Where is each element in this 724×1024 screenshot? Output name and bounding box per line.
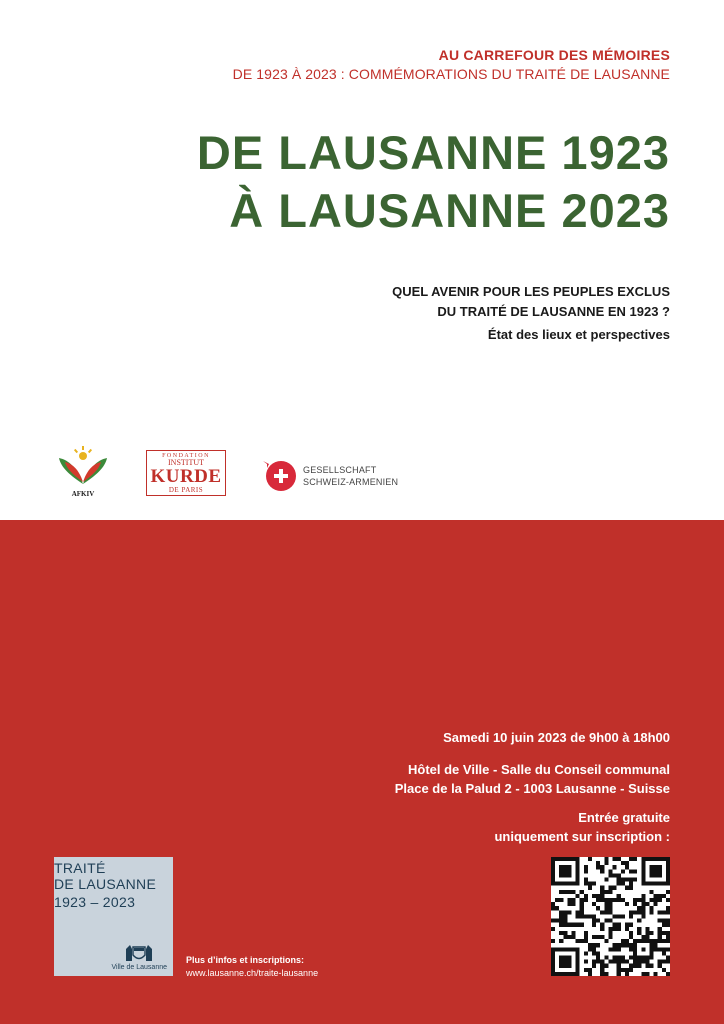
question-heading bbox=[392, 282, 670, 322]
afkiv-label: AFKIV bbox=[71, 490, 95, 498]
venue-line-2: Place de la Palud 2 - 1003 Lausanne - Suisse bbox=[394, 781, 670, 796]
entry-line-2: uniquement sur inscription : bbox=[494, 829, 670, 844]
gsa-line-1: GESELLSCHAFT bbox=[303, 465, 377, 475]
kicker-title: AU CARREFOUR DES MÉMOIRES bbox=[438, 47, 670, 63]
question-line-2: DU TRAITÉ DE LAUSANNE EN 1923 ? bbox=[437, 304, 670, 319]
more-info-url[interactable]: www.lausanne.ch/traite-lausanne bbox=[186, 968, 319, 978]
registration-qr-code[interactable] bbox=[551, 857, 670, 976]
headline-line-1: DE LAUSANNE 1923 bbox=[196, 126, 670, 179]
badge-city-label: Ville de Lausanne bbox=[111, 964, 167, 971]
badge-title-line-1: TRAITÉ bbox=[54, 860, 106, 876]
badge-years: 1923 – 2023 bbox=[54, 894, 136, 910]
question-line-1: QUEL AVENIR POUR LES PEUPLES EXCLUS bbox=[392, 284, 670, 299]
badge-title-line-2: DE LAUSANNE bbox=[54, 876, 157, 892]
event-venue bbox=[395, 760, 670, 798]
lausanne-crest-icon bbox=[122, 941, 156, 963]
badge-title bbox=[54, 860, 156, 892]
swiss-cross-icon bbox=[261, 458, 299, 492]
entry-line-1: Entrée gratuite bbox=[578, 810, 670, 825]
more-info-block bbox=[186, 954, 318, 980]
qr-code-icon bbox=[551, 857, 670, 976]
venue-line-1: Hôtel de Ville - Salle du Conseil communal bbox=[408, 762, 670, 777]
kurde-fondation-label: FONDATION bbox=[162, 453, 210, 459]
kicker-subtitle: DE 1923 À 2023 : COMMÉMORATIONS DU TRAITÉ DE LAUSANNE bbox=[232, 66, 670, 82]
kurde-institut-label: INSTITUT bbox=[168, 458, 204, 467]
kurde-name-label: KURDE bbox=[150, 466, 222, 487]
event-date: Samedi 10 juin 2023 de 9h00 à 18h00 bbox=[443, 730, 670, 745]
traite-lausanne-badge bbox=[54, 857, 173, 976]
institut-kurde-logo bbox=[146, 450, 226, 496]
more-info-title: Plus d’infos et inscriptions: bbox=[186, 955, 305, 965]
headline-line-2: À LAUSANNE 2023 bbox=[229, 184, 670, 237]
kurde-city-label: DE PARIS bbox=[168, 486, 204, 494]
main-headline bbox=[197, 124, 670, 240]
afkiv-logo bbox=[55, 446, 111, 502]
gsa-line-2: SCHWEIZ-ARMENIEN bbox=[303, 477, 399, 487]
question-subtitle: État des lieux et perspectives bbox=[487, 327, 670, 342]
afkiv-emblem-icon bbox=[55, 446, 111, 490]
gesellschaft-schweiz-armenien-logo bbox=[261, 458, 421, 492]
event-entry bbox=[494, 808, 670, 846]
